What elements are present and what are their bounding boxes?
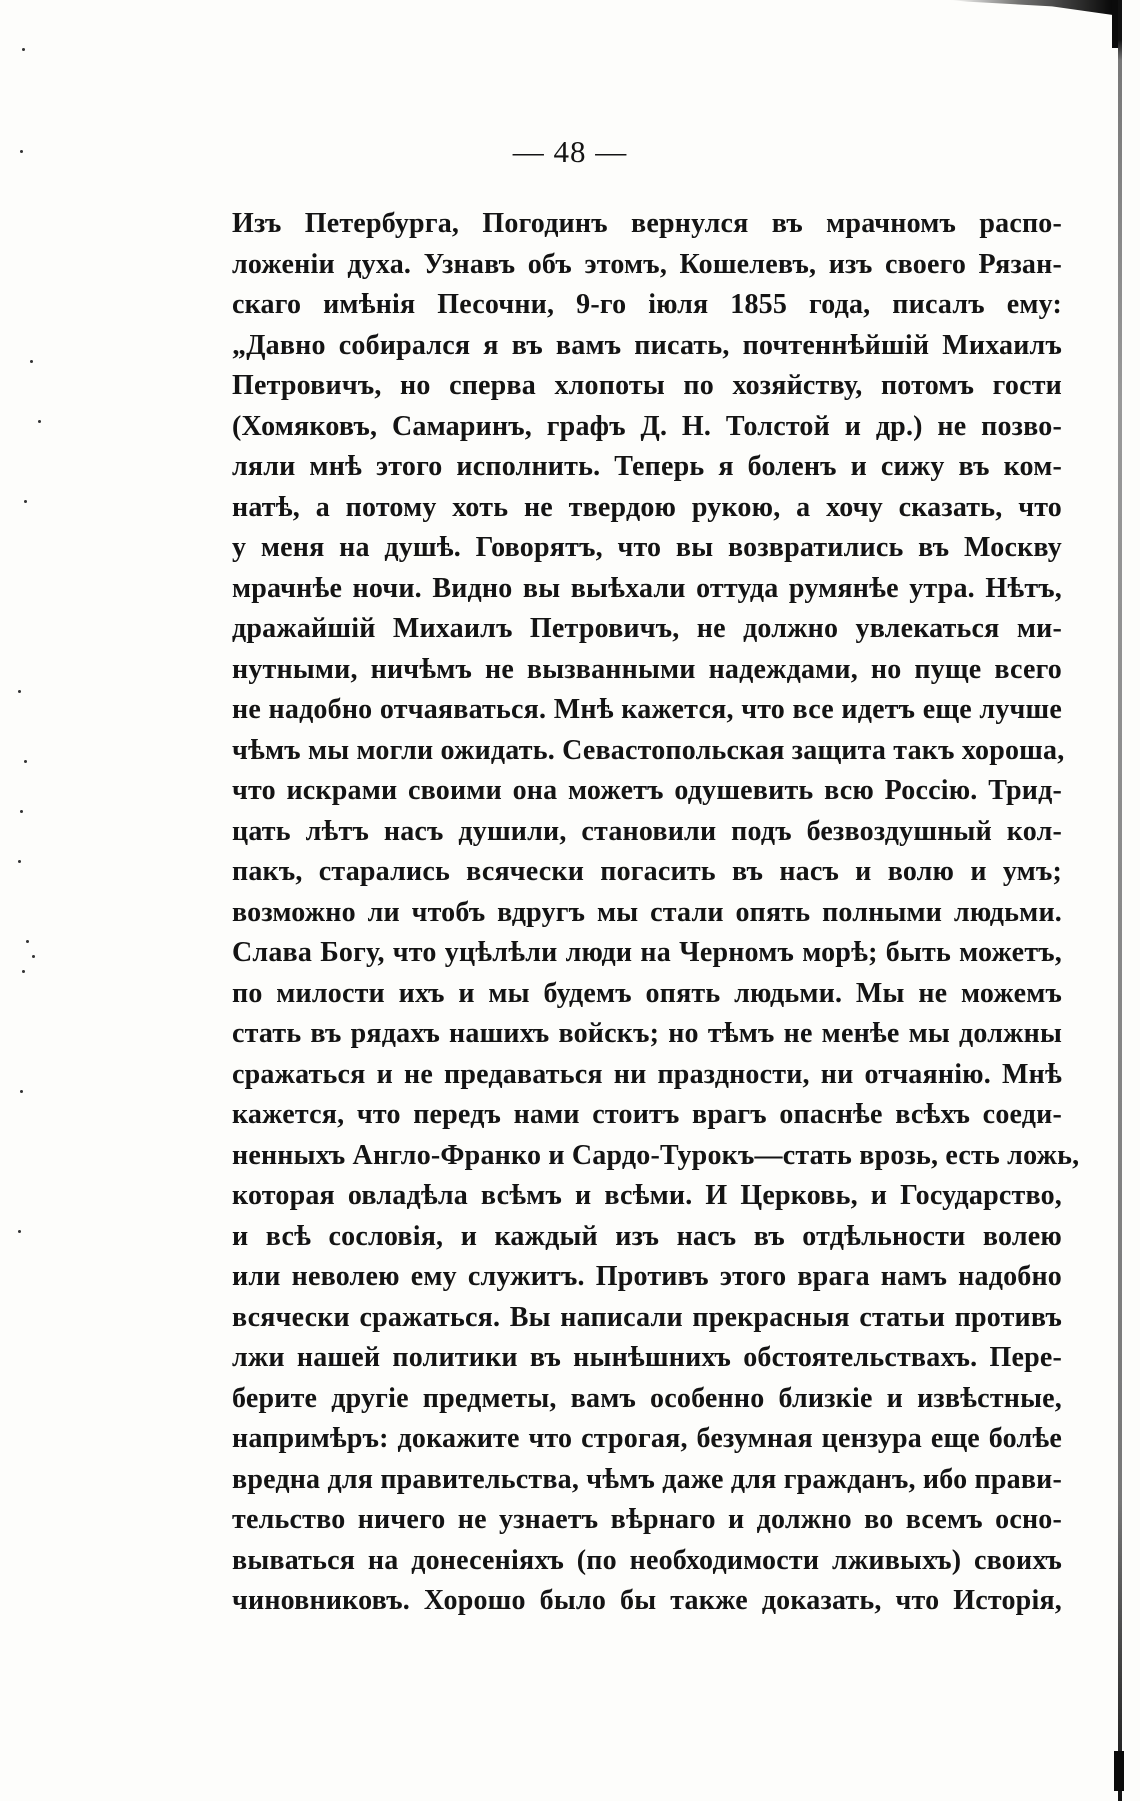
text-line: вредна для правительства, чѣмъ даже для гражданъ, ибо прави- — [232, 1463, 1062, 1495]
scan-top-smudge — [950, 0, 1120, 16]
text-line: „Давно собирался я въ вамъ писать, почтеннѣйшій Михаилъ — [232, 329, 1062, 361]
text-line: Изъ Петербурга, Погодинъ вернулся въ мрачномъ распо- — [232, 208, 1062, 239]
text-line: или неволею ему служитъ. Противъ этого врага намъ надобно — [232, 1261, 1062, 1292]
text-line: всячески сражаться. Вы написали прекрасныя статьи противъ — [232, 1301, 1062, 1333]
text-line: стать въ рядахъ нашихъ войскъ; но тѣмъ не менѣе мы должны — [232, 1018, 1062, 1049]
text-line: по милости ихъ и мы будемъ опять людьми. Мы не можемъ — [232, 977, 1062, 1009]
text-line: чиновниковъ. Хорошо было бы также доказать, что Исторія, — [232, 1585, 1062, 1616]
text-line: берите другіе предметы, вамъ особенно близкіе и извѣстные, — [232, 1382, 1062, 1414]
text-line: ляли мнѣ этого исполнить. Теперь я боленъ и сижу въ ком- — [232, 451, 1062, 482]
text-line: кажется, что передъ нами стоитъ врагъ опаснѣе всѣхъ соеди- — [232, 1099, 1062, 1130]
text-line: лжи нашей политики въ нынѣшнихъ обстоятельствахъ. Пере- — [232, 1342, 1062, 1373]
text-line: сражаться и не предаваться ни праздности, ни отчаянію. Мнѣ — [232, 1058, 1062, 1090]
text-line: (Хомяковъ, Самаринъ, графъ Д. Н. Толстой и др.) не позво- — [232, 410, 1062, 442]
scan-right-edge — [1118, 0, 1122, 1801]
text-line: чѣмъ мы могли ожидать. Севастопольская защита такъ хороша, — [232, 734, 1065, 766]
scan-margin-specks — [14, 0, 54, 1801]
text-line: у меня на душѣ. Говорятъ, что вы возвратились въ Москву — [232, 532, 1062, 563]
text-line: ложеніи духа. Узнавъ объ этомъ, Кошелевъ, изъ своего Рязан- — [232, 248, 1062, 280]
text-line: натѣ, а потому хоть не твердою рукою, а хочу сказать, что — [232, 491, 1062, 523]
scan-bottom-edge-mark — [1114, 1751, 1124, 1791]
text-line: дражайшій Михаилъ Петровичъ, не должно увлекаться ми- — [232, 613, 1062, 644]
text-line: нутными, ничѣмъ не вызванными надеждами, но пуще всего — [232, 653, 1062, 685]
text-line: пакъ, старались всячески погасить въ насъ и волю и умъ; — [232, 856, 1062, 887]
text-line: цать лѣтъ насъ душили, становили подъ безвоздушный кол- — [232, 815, 1062, 847]
page-number: — 48 — — [512, 134, 628, 169]
text-line: которая овладѣла всѣмъ и всѣми. И Церковь, и Государство, — [232, 1180, 1062, 1211]
text-line: не надобно отчаяваться. Мнѣ кажется, что все идетъ еще лучше — [232, 694, 1062, 725]
body-text — [232, 204, 1080, 1622]
text-line: Петровичъ, но сперва хлопоты по хозяйству, потомъ гости — [232, 370, 1062, 401]
text-line: возможно ли чтобъ вдругъ мы стали опять полными людьми. — [232, 896, 1062, 928]
text-line: Слава Богу, что уцѣлѣли люди на Черномъ морѣ; быть можетъ, — [232, 937, 1062, 968]
text-line: напримѣръ: докажите что строгая, безумная цензура еще болѣе — [232, 1423, 1062, 1454]
text-line: и всѣ сословія, и каждый изъ насъ въ отдѣльности волею — [232, 1220, 1062, 1252]
text-line: мрачнѣе ночи. Видно вы выѣхали оттуда румянѣе утра. Нѣтъ, — [232, 572, 1062, 604]
text-line: скаго имѣнія Песочни, 9-го іюля 1855 года, писалъ ему: — [232, 289, 1062, 320]
text-line: тельство ничего не узнаетъ вѣрнаго и должно во всемъ осно- — [232, 1504, 1062, 1535]
text-line: что искрами своими она можетъ одушевить всю Россію. Трид- — [232, 775, 1062, 806]
text-line: вываться на донесеніяхъ (по необходимости лживыхъ) своихъ — [232, 1544, 1062, 1576]
text-line: ненныхъ Англо-Франко и Сардо-Турокъ—стать врозь, есть ложь, — [232, 1139, 1080, 1171]
